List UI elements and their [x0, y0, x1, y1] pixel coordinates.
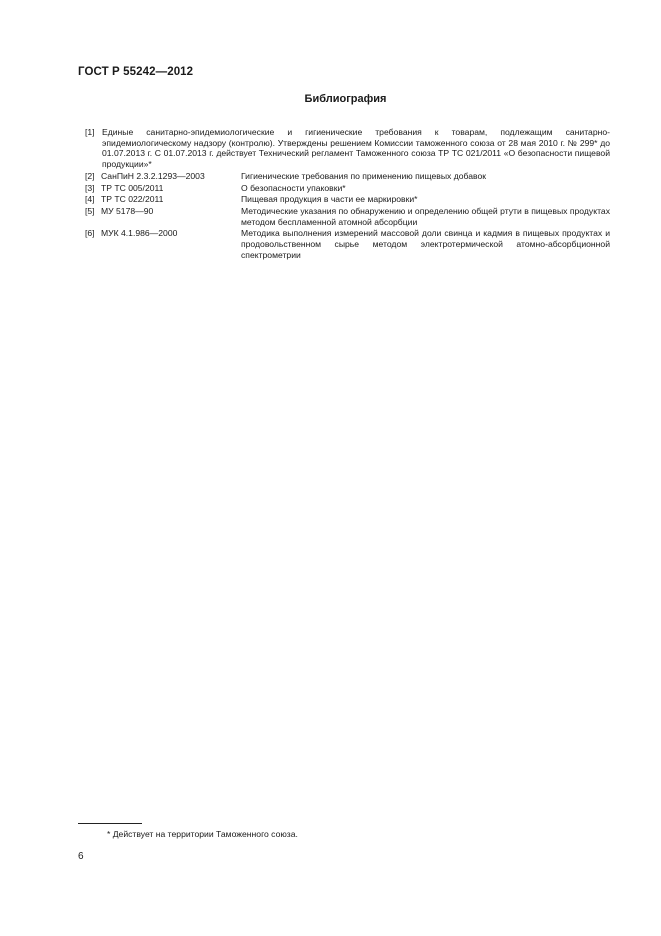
entry-description: О безопасности упаковки*	[241, 182, 346, 193]
bibliography-entry-4	[85, 194, 610, 205]
entry-number: [5]	[85, 205, 95, 216]
entry-number: [4]	[85, 194, 95, 205]
bibliography-entry-6	[85, 228, 610, 260]
footnote: * Действует на территории Таможенного союза.	[107, 829, 298, 839]
bibliography-entry-2	[85, 171, 610, 182]
entry-description: Методика выполнения измерений массовой доли свинца и кадмия в пищевых продуктах и продовольственном сырье методом электротермической атомно-абсорбционной спектрометрии	[241, 228, 610, 260]
document-id-header: ГОСТ Р 55242—2012	[78, 66, 194, 78]
entry-text: Единые санитарно-эпидемиологические и гигиенические требования к товарам, подлежащим санитарно-эпидемиологическому надзору (контролю). Утверждены решением Комиссии таможенного союза от 28 мая 2010 г. № 299* до 01.07.2013 г. С 01.07.2013 г. действует Технический регламент Таможенного союза ТР ТС 021/2011 «О безопасности пищевой продукции»*	[102, 127, 610, 170]
footnote-divider	[78, 823, 142, 824]
bibliography-entry-5	[85, 206, 610, 227]
entry-description: Методические указания по обнаружению и определению общей ртути в пищевых продуктах методом беспламенной атомной абсорбции	[241, 205, 610, 227]
entry-number: [6]	[85, 228, 95, 239]
bibliography-list	[85, 127, 610, 261]
bibliography-entry-3	[85, 183, 610, 194]
bibliography-entry-1	[85, 127, 610, 170]
page-number: 6	[78, 851, 84, 862]
entry-description: Пищевая продукция в части ее маркировки*	[241, 194, 418, 205]
entry-number: [2]	[85, 170, 95, 181]
entry-code: СанПиН 2.3.2.1293—2003	[101, 170, 205, 181]
entry-code: МУК 4.1.986—2000	[101, 228, 178, 239]
entry-code: ТР ТС 005/2011	[101, 182, 164, 193]
entry-code: ТР ТС 022/2011	[101, 194, 164, 205]
entry-description: Гигиенические требования по применению пищевых добавок	[241, 170, 487, 181]
entry-code: МУ 5178—90	[101, 205, 154, 216]
entry-number: [3]	[85, 182, 95, 193]
entry-number: [1]	[85, 127, 95, 137]
section-title: Библиография	[304, 93, 387, 105]
